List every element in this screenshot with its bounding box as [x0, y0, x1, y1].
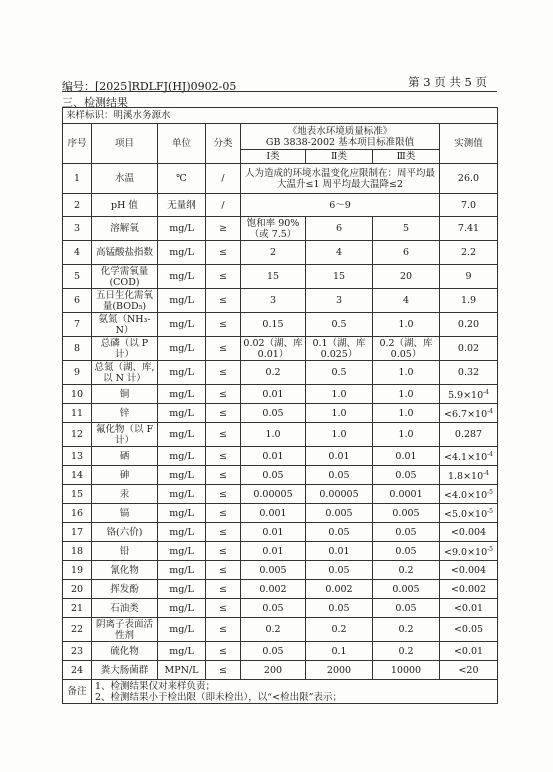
item-category: ≤ — [206, 661, 241, 680]
row-number: 17 — [63, 523, 92, 542]
item-category: ≤ — [206, 485, 241, 504]
results-table — [62, 107, 498, 704]
table-row — [63, 523, 498, 542]
measured-value-base: <0.01 — [453, 645, 484, 657]
item-unit: mg/L — [158, 642, 206, 661]
row-number: 13 — [63, 447, 92, 466]
standard-limit: 人为造成的环境水温变化应限制在：周平均最大温升≤1 周平均最大温降≤2 — [241, 164, 440, 194]
item-category: ≤ — [206, 466, 241, 485]
limit-class-1: 0.001 — [241, 504, 306, 523]
sample-label: 来样标识：明溪水务源水 — [63, 108, 498, 124]
limit-class-3: 0.005 — [373, 580, 440, 599]
standard-limit: 6～9 — [241, 194, 440, 217]
table-row — [63, 485, 498, 504]
limit-class-3: 4 — [373, 289, 440, 313]
limit-class-2: 0.1（湖、库 0.025） — [306, 337, 373, 361]
item-name: 总磷（以 P 计） — [92, 337, 158, 361]
table-row — [63, 661, 498, 680]
limit-class-1: 3 — [241, 289, 306, 313]
item-category: ≤ — [206, 337, 241, 361]
item-name: 挥发酚 — [92, 580, 158, 599]
table-row — [63, 642, 498, 661]
limit-class-1: 0.15 — [241, 313, 306, 337]
row-number: 16 — [63, 504, 92, 523]
measured-value — [440, 599, 498, 618]
item-category: ≤ — [206, 542, 241, 561]
table-row — [63, 337, 498, 361]
header-unit: 单位 — [158, 124, 206, 164]
limit-class-1: 0.05 — [241, 404, 306, 423]
item-name: 五日生化需氧量(BOD₅) — [92, 289, 158, 313]
measured-value — [440, 423, 498, 447]
row-number: 23 — [63, 642, 92, 661]
measured-value-base: 26.0 — [457, 173, 480, 184]
item-category: / — [206, 164, 241, 194]
row-number: 3 — [63, 217, 92, 241]
limit-class-3: 1.0 — [373, 404, 440, 423]
item-name: 铬(六价) — [92, 523, 158, 542]
measured-value-base: <20 — [458, 664, 479, 676]
limit-class-3: 10000 — [373, 661, 440, 680]
standard-name: 《地表水环境质量标准》 — [287, 125, 393, 137]
item-unit: mg/L — [158, 337, 206, 361]
measured-value-base: 1.8×10 — [447, 471, 484, 483]
item-category: ≤ — [206, 447, 241, 466]
limit-class-2: 0.1 — [306, 642, 373, 661]
row-number: 4 — [63, 241, 92, 265]
table-row — [63, 599, 498, 618]
row-number: 6 — [63, 289, 92, 313]
document-number: 编号：[2025]RDLFJ(HJ)0902-05 — [62, 80, 237, 93]
limit-class-1: 0.2 — [241, 618, 306, 642]
item-unit: mg/L — [158, 423, 206, 447]
limit-class-2: 0.2 — [306, 618, 373, 642]
limit-class-1: 饱和率 90%（或 7.5） — [241, 217, 306, 241]
measured-value-base: <0.002 — [450, 583, 487, 595]
header-item: 项目 — [92, 124, 158, 164]
measured-value — [440, 361, 498, 385]
limit-class-3: 20 — [373, 265, 440, 289]
row-number: 19 — [63, 561, 92, 580]
row-number: 7 — [63, 313, 92, 337]
limit-class-3: 0.0001 — [373, 485, 440, 504]
measured-value — [440, 194, 498, 217]
row-number: 10 — [63, 385, 92, 404]
item-name: 铅 — [92, 542, 158, 561]
limit-class-3: 0.01 — [373, 447, 440, 466]
item-name: 总氮（湖、库,以 N 计） — [92, 361, 158, 385]
header-divider — [62, 91, 497, 92]
item-category: ≤ — [206, 642, 241, 661]
limit-class-2: 0.01 — [306, 447, 373, 466]
table-row — [63, 241, 498, 265]
item-name: 高锰酸盐指数 — [92, 241, 158, 265]
remark-line: 1、检测结果仅对来样负责； — [95, 680, 216, 692]
item-unit: mg/L — [158, 361, 206, 385]
measured-value — [440, 485, 498, 504]
limit-class-3: 1.0 — [373, 423, 440, 447]
limit-class-1: 1.0 — [241, 423, 306, 447]
header-measured: 实测值 — [440, 124, 498, 164]
row-number: 8 — [63, 337, 92, 361]
table-row — [63, 194, 498, 217]
remarks-row — [63, 680, 498, 704]
item-name: 硫化物 — [92, 642, 158, 661]
measured-value — [440, 542, 498, 561]
item-category: ≤ — [206, 523, 241, 542]
item-unit: mg/L — [158, 542, 206, 561]
table-row — [63, 618, 498, 642]
measured-value — [440, 661, 498, 680]
limit-class-3: 0.05 — [373, 599, 440, 618]
limit-class-3: 0.2 — [373, 618, 440, 642]
item-unit: mg/L — [158, 561, 206, 580]
row-number: 11 — [63, 404, 92, 423]
limit-class-1: 0.002 — [241, 580, 306, 599]
item-unit: 无量纲 — [158, 194, 206, 217]
limit-class-1: 15 — [241, 265, 306, 289]
measured-value — [440, 580, 498, 599]
item-unit: mg/L — [158, 404, 206, 423]
remark-line: 2、检测结果小于检出限（即未检出），以“<检出限”表示； — [95, 691, 342, 703]
item-unit: mg/L — [158, 217, 206, 241]
limit-class-2: 1.0 — [306, 423, 373, 447]
row-number: 1 — [63, 164, 92, 194]
item-name: 铜 — [92, 385, 158, 404]
item-unit: mg/L — [158, 580, 206, 599]
row-number: 2 — [63, 194, 92, 217]
limit-class-3: 1.0 — [373, 313, 440, 337]
table-row — [63, 561, 498, 580]
row-number: 20 — [63, 580, 92, 599]
limit-class-3: 1.0 — [373, 385, 440, 404]
row-number: 22 — [63, 618, 92, 642]
remarks-content — [92, 680, 498, 704]
measured-value-exponent: -5 — [487, 507, 493, 515]
table-row — [63, 404, 498, 423]
measured-value — [440, 265, 498, 289]
measured-value — [440, 241, 498, 265]
item-name: 溶解氧 — [92, 217, 158, 241]
measured-value — [440, 217, 498, 241]
limit-class-3: 0.2 — [373, 561, 440, 580]
item-unit: mg/L — [158, 523, 206, 542]
item-category: / — [206, 194, 241, 217]
measured-value — [440, 404, 498, 423]
limit-class-2: 0.05 — [306, 523, 373, 542]
measured-value-base: 0.32 — [457, 367, 480, 378]
limit-class-1: 0.05 — [241, 466, 306, 485]
table-row — [63, 447, 498, 466]
measured-value — [440, 337, 498, 361]
item-unit: mg/L — [158, 618, 206, 642]
measured-value — [440, 313, 498, 337]
item-name: 阴离子表面活性剂 — [92, 618, 158, 642]
row-number: 12 — [63, 423, 92, 447]
measured-value — [440, 504, 498, 523]
limit-class-1: 0.01 — [241, 447, 306, 466]
measured-value-base: <9.0×10 — [444, 547, 488, 559]
table-row — [63, 385, 498, 404]
measured-value-base: 7.41 — [457, 223, 480, 234]
limit-class-1: 0.005 — [241, 561, 306, 580]
limit-class-1: 2 — [241, 241, 306, 265]
item-category: ≤ — [206, 265, 241, 289]
measured-value-exponent: -4 — [487, 450, 493, 458]
table-row — [63, 313, 498, 337]
table-row — [63, 164, 498, 194]
limit-class-1: 0.2 — [241, 361, 306, 385]
measured-value-base: <0.004 — [450, 564, 487, 576]
limit-class-1: 0.02（湖、库 0.01） — [241, 337, 306, 361]
header-class-2: Ⅱ类 — [306, 150, 373, 164]
limit-class-3: 0.05 — [373, 523, 440, 542]
limit-class-2: 0.002 — [306, 580, 373, 599]
limit-class-2: 1.0 — [306, 385, 373, 404]
standard-code: GB 3838-2002 基本项目标准限值 — [265, 136, 415, 148]
item-name: 砷 — [92, 466, 158, 485]
item-unit: mg/L — [158, 599, 206, 618]
item-category: ≤ — [206, 599, 241, 618]
limit-class-2: 0.01 — [306, 542, 373, 561]
measured-value-base: 5.9×10 — [447, 390, 484, 402]
row-number: 9 — [63, 361, 92, 385]
item-name: 氰化物 — [92, 561, 158, 580]
item-unit: mg/L — [158, 504, 206, 523]
limit-class-2: 0.05 — [306, 466, 373, 485]
measured-value-base: 7.0 — [460, 199, 477, 211]
row-number: 14 — [63, 466, 92, 485]
limit-class-3: 0.2（湖、库 0.05） — [373, 337, 440, 361]
item-category: ≤ — [206, 289, 241, 313]
header-seq: 序号 — [63, 124, 92, 164]
limit-class-3: 1.0 — [373, 361, 440, 385]
page-indicator: 第 3 页 共 5 页 — [408, 75, 487, 89]
item-category: ≤ — [206, 423, 241, 447]
measured-value-base: <4.0×10 — [444, 490, 488, 502]
item-category: ≤ — [206, 580, 241, 599]
table-row — [63, 289, 498, 313]
limit-class-2: 0.005 — [306, 504, 373, 523]
limit-class-1: 0.00005 — [241, 485, 306, 504]
measured-value — [440, 289, 498, 313]
item-unit: MPN/L — [158, 661, 206, 680]
measured-value — [440, 447, 498, 466]
measured-value-base: 0.02 — [457, 343, 480, 354]
limit-class-2: 4 — [306, 241, 373, 265]
limit-class-3: 6 — [373, 241, 440, 265]
item-category: ≥ — [206, 217, 241, 241]
item-unit: mg/L — [158, 313, 206, 337]
header-category: 分类 — [206, 124, 241, 164]
measured-value-base: <0.01 — [453, 602, 484, 614]
item-category: ≤ — [206, 385, 241, 404]
limit-class-1: 0.01 — [241, 542, 306, 561]
item-name: 水温 — [92, 164, 158, 194]
item-name: 锌 — [92, 404, 158, 423]
limit-class-2: 0.00005 — [306, 485, 373, 504]
limit-class-2: 3 — [306, 289, 373, 313]
measured-value — [440, 466, 498, 485]
limit-class-3: 5 — [373, 217, 440, 241]
measured-value — [440, 618, 498, 642]
limit-class-3: 0.2 — [373, 642, 440, 661]
limit-class-2: 1.0 — [306, 404, 373, 423]
measured-value-base: <0.05 — [453, 624, 484, 635]
measured-value-base: <5.0×10 — [444, 509, 488, 521]
limit-class-1: 0.01 — [241, 523, 306, 542]
limit-class-2: 0.5 — [306, 313, 373, 337]
item-name: 氨氮（NH₃-N） — [92, 313, 158, 337]
item-name: 石油类 — [92, 599, 158, 618]
measured-value-base: 0.20 — [457, 319, 480, 330]
row-number: 24 — [63, 661, 92, 680]
limit-class-1: 200 — [241, 661, 306, 680]
header-class-3: Ⅲ类 — [373, 150, 440, 164]
limit-class-2: 6 — [306, 217, 373, 241]
item-unit: mg/L — [158, 447, 206, 466]
measured-value-exponent: -4 — [483, 388, 490, 396]
measured-value-exponent: -4 — [487, 407, 493, 415]
measured-value — [440, 561, 498, 580]
measured-value-base: 9 — [465, 271, 472, 282]
remarks-label: 备注 — [63, 680, 92, 704]
table-row — [63, 423, 498, 447]
item-unit: mg/L — [158, 241, 206, 265]
limit-class-2: 0.5 — [306, 361, 373, 385]
item-name: 化学需氧量(COD) — [92, 265, 158, 289]
limit-class-3: 0.05 — [373, 542, 440, 561]
table-row — [63, 265, 498, 289]
measured-value-exponent: -5 — [487, 488, 493, 496]
measured-value-exponent: -5 — [487, 545, 493, 553]
row-number: 18 — [63, 542, 92, 561]
item-unit: mg/L — [158, 265, 206, 289]
table-row — [63, 466, 498, 485]
measured-value-base: 1.9 — [460, 295, 477, 306]
item-unit: ℃ — [158, 164, 206, 194]
limit-class-3: 0.05 — [373, 466, 440, 485]
limit-class-2: 0.05 — [306, 599, 373, 618]
row-number: 15 — [63, 485, 92, 504]
item-name: 氟化物（以 F 计） — [92, 423, 158, 447]
header-class-1: Ⅰ类 — [241, 150, 306, 164]
item-name: 粪大肠菌群 — [92, 661, 158, 680]
table-row — [63, 361, 498, 385]
measured-value — [440, 385, 498, 404]
measured-value-exponent: -4 — [483, 469, 490, 477]
item-category: ≤ — [206, 561, 241, 580]
item-name: 汞 — [92, 485, 158, 504]
measured-value-base: <6.7×10 — [444, 409, 488, 421]
item-name: pH 值 — [92, 194, 158, 217]
measured-value-base: <4.1×10 — [444, 452, 488, 464]
limit-class-3: 0.005 — [373, 504, 440, 523]
section-title: 三、检测结果 — [62, 96, 128, 109]
item-unit: mg/L — [158, 385, 206, 404]
measured-value-base: 0.287 — [454, 429, 483, 440]
item-name: 镉 — [92, 504, 158, 523]
limit-class-1: 0.05 — [241, 599, 306, 618]
item-category: ≤ — [206, 313, 241, 337]
item-unit: mg/L — [158, 466, 206, 485]
limit-class-2: 2000 — [306, 661, 373, 680]
limit-class-1: 0.05 — [241, 642, 306, 661]
item-category: ≤ — [206, 361, 241, 385]
row-number: 5 — [63, 265, 92, 289]
item-category: ≤ — [206, 404, 241, 423]
item-name: 硒 — [92, 447, 158, 466]
limit-class-2: 0.05 — [306, 561, 373, 580]
item-category: ≤ — [206, 241, 241, 265]
item-unit: mg/L — [158, 485, 206, 504]
table-row — [63, 542, 498, 561]
limit-class-2: 15 — [306, 265, 373, 289]
measured-value-base: 2.2 — [460, 247, 477, 258]
item-unit: mg/L — [158, 289, 206, 313]
measured-value — [440, 642, 498, 661]
measured-value — [440, 164, 498, 194]
header-standard — [241, 124, 440, 150]
item-category: ≤ — [206, 504, 241, 523]
measured-value — [440, 523, 498, 542]
table-row — [63, 504, 498, 523]
row-number: 21 — [63, 599, 92, 618]
limit-class-1: 0.01 — [241, 385, 306, 404]
measured-value-base: <0.004 — [450, 526, 487, 538]
table-row — [63, 580, 498, 599]
item-category: ≤ — [206, 618, 241, 642]
table-row — [63, 217, 498, 241]
